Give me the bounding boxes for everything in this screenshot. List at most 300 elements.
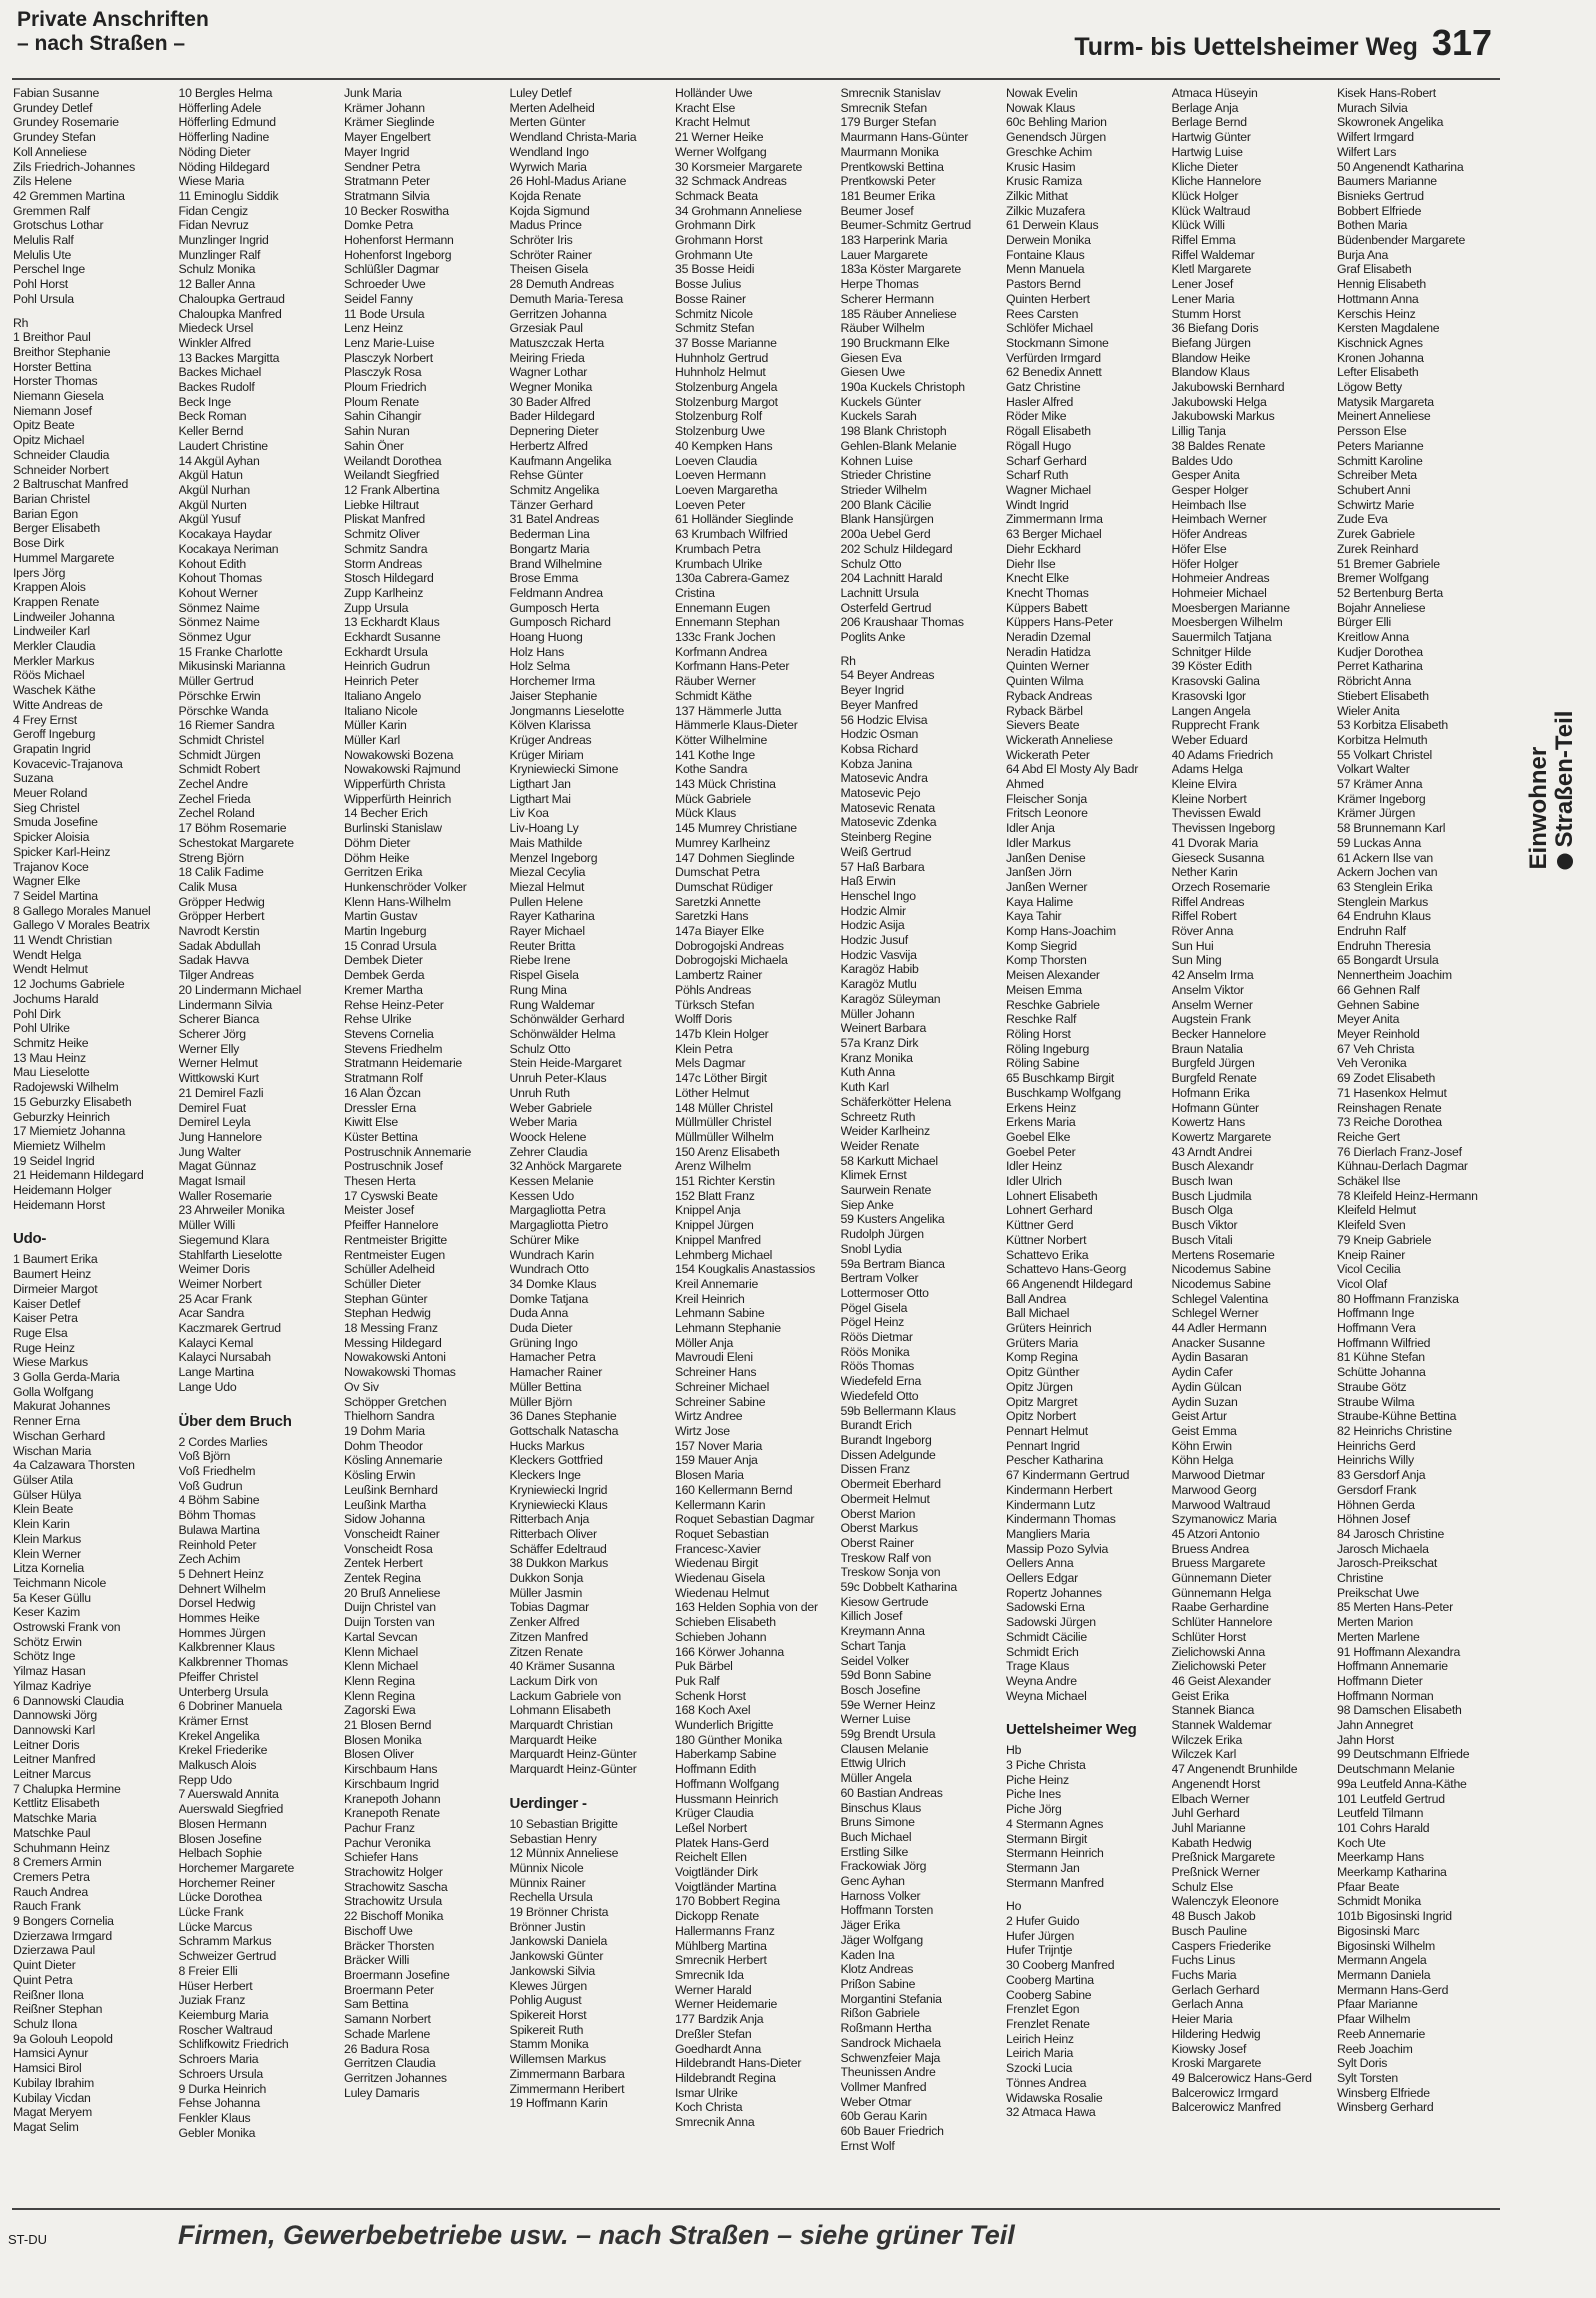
resident-entry: Röder Mike (1006, 409, 1067, 424)
resident-entry: Rispel Gisela (509, 968, 579, 983)
resident-entry: Werner Harald (675, 1982, 752, 1997)
directory-column (13, 86, 179, 2198)
resident-entry: Schattevo Hans-Georg (1006, 1262, 1127, 1277)
side-tab-line1: Einwohner (1525, 746, 1552, 870)
resident-entry: Holz Selma (509, 659, 570, 674)
resident-entry: Werner Elly (178, 1041, 240, 1056)
resident-entry: Pohlig August (509, 1993, 582, 2008)
resident-entry: Weiß Gertrud (840, 844, 912, 859)
resident-entry: Broermann Josefine (344, 1968, 450, 1982)
header-rule (12, 78, 1500, 80)
resident-entry: Kösling Annemarie (344, 1453, 443, 1468)
resident-entry: Raabe Gerhardine (1171, 1600, 1269, 1615)
resident-entry: Meister Josef (344, 1203, 414, 1218)
resident-entry: Sahin Cihangir (344, 409, 422, 424)
resident-entry: Busch Vitali (1171, 1232, 1233, 1247)
resident-entry: Pohl Horst (13, 277, 68, 292)
resident-entry: Stephan Hedwig (344, 1306, 431, 1321)
resident-entry: Kartal Sevcan (344, 1629, 418, 1644)
resident-entry: 12 Jochums Gabriele (13, 977, 125, 992)
resident-entry: Komp Thorsten (1006, 953, 1087, 968)
resident-entry: Schuhmann Heinz (13, 1840, 110, 1855)
resident-entry: Domke Tatjana (509, 1291, 589, 1306)
resident-entry: Schmitz Heike (13, 1036, 89, 1050)
resident-entry: Voß Gudrun (178, 1478, 243, 1493)
resident-entry: Backes Rudolf (178, 380, 255, 395)
resident-entry: Holz Hans (509, 644, 564, 659)
resident-entry: Stolzenburg Rolf (675, 409, 762, 424)
resident-entry: Kindermann Thomas (1006, 1512, 1116, 1527)
resident-entry: Rung Mina (509, 982, 567, 997)
resident-entry: Wundrach Karin (509, 1247, 594, 1262)
directory-columns (13, 86, 1503, 2198)
resident-entry: Pfeiffer Christel (178, 1669, 259, 1684)
resident-entry: Dembek Gerda (344, 968, 425, 983)
resident-entry: Arenz Wilhelm (675, 1159, 752, 1174)
resident-entry: Demirel Fuat (178, 1100, 246, 1115)
resident-entry: Munzlinger Ralf (178, 247, 261, 262)
resident-entry: 59g Brendt Ursula (840, 1727, 936, 1742)
resident-entry: Grüning Ingo (509, 1335, 578, 1350)
resident-entry: 101 Cohrs Harald (1337, 1820, 1430, 1835)
resident-entry: Liebke Hiltraut (344, 497, 419, 512)
resident-entry: Vonscheidt Rosa (344, 1541, 433, 1556)
resident-entry: Burgfeld Renate (1171, 1071, 1257, 1086)
resident-entry: Siegemund Klara (178, 1232, 270, 1247)
resident-entry: Bigosinski Marc (1337, 1923, 1420, 1938)
resident-entry: Karagöz Habib (840, 962, 919, 977)
resident-entry: 99a Leutfeld Anna-Käthe (1337, 1776, 1467, 1791)
resident-entry: 62 Benedix Annett (1006, 365, 1102, 380)
resident-entry: Kracht Helmut (675, 115, 750, 130)
resident-entry: Wieler Anita (1337, 703, 1400, 718)
resident-entry: Zurek Gabriele (1337, 527, 1415, 542)
resident-entry: 36 Danes Stephanie (509, 1409, 617, 1424)
resident-entry: Idler Heinz (1006, 1159, 1063, 1174)
resident-entry: 63 Berger Michael (1006, 527, 1102, 542)
resident-entry: Kryniewiecki Ingrid (509, 1482, 608, 1497)
resident-entry: Stannek Waldemar (1171, 1718, 1272, 1733)
resident-entry: Lambertz Rainer (675, 968, 763, 983)
directory-column (675, 86, 841, 2198)
resident-entry: 154 Kougkalis Anastassios (675, 1262, 816, 1277)
resident-entry: Zenker Alfred (509, 1615, 580, 1630)
resident-entry: Adams Helga (1171, 762, 1243, 777)
resident-entry: Calik Musa (178, 879, 237, 894)
resident-entry: Kracht Else (675, 100, 736, 115)
resident-entry: Helbach Sophie (178, 1846, 262, 1861)
resident-entry: Röös Dietmar (840, 1330, 913, 1345)
resident-entry: Strachowitz Ursula (344, 1894, 443, 1909)
resident-entry: Lillig Tanja (1171, 424, 1226, 439)
resident-entry: Lohnert Gerhard (1006, 1203, 1093, 1218)
resident-entry: Geist Emma (1171, 1423, 1237, 1438)
resident-entry: Grotschus Lothar (13, 218, 104, 233)
resident-entry: Ryback Andreas (1006, 688, 1093, 703)
resident-entry: Spikereit Ruth (509, 2022, 584, 2037)
resident-entry: Schröter Iris (509, 233, 573, 248)
resident-entry: 57 Haß Barbara (840, 859, 925, 874)
resident-entry: Klenn Regina (344, 1688, 415, 1703)
resident-entry: Horster Bettina (13, 359, 92, 374)
resident-entry: 180 Günther Monika (675, 1732, 782, 1747)
resident-entry: Münnix Rainer (509, 1875, 586, 1890)
resident-entry: Nicodemus Sabine (1171, 1262, 1271, 1277)
resident-entry: Zupp Ursula (344, 600, 409, 615)
resident-entry: Treskow Ralf von (840, 1550, 932, 1565)
resident-entry: Fehse Johanna (178, 2096, 261, 2111)
resident-entry: Mermann Daniela (1337, 1968, 1431, 1982)
resident-entry: Martin Ingeburg (344, 924, 427, 939)
resident-entry: Strieder Wilhelm (840, 482, 927, 497)
resident-entry: Kocakaya Neriman (178, 541, 279, 556)
resident-entry: Kellermann Karin (675, 1497, 766, 1512)
resident-entry: Schlifkowitz Friedrich (178, 2037, 289, 2052)
resident-entry: Akgül Yusuf (178, 512, 241, 527)
resident-entry: Schüller Dieter (344, 1276, 421, 1291)
resident-entry: 65 Buschkamp Birgit (1006, 1071, 1115, 1086)
resident-entry: 39 Köster Edith (1171, 659, 1252, 674)
resident-entry: Kötter Wilhelmine (675, 732, 768, 747)
resident-entry: Rupprecht Frank (1171, 718, 1260, 733)
resident-entry: Hunkenschröder Volker (344, 879, 467, 894)
resident-entry: Persson Else (1337, 424, 1407, 439)
resident-entry: Litza Kornelia (13, 1561, 85, 1576)
resident-entry: 30 Cooberg Manfred (1006, 1958, 1115, 1973)
resident-entry: 14 Akgül Ayhan (178, 453, 260, 468)
resident-entry: 147c Löther Birgit (675, 1071, 767, 1086)
resident-entry: Pögel Gisela (840, 1300, 908, 1315)
street-heading: Udo- (13, 1230, 47, 1248)
resident-entry: Gesper Holger (1171, 482, 1249, 497)
resident-entry: Wittkowski Kurt (178, 1071, 259, 1086)
resident-entry: Küttner Gerd (1006, 1218, 1074, 1233)
resident-entry: Kessen Melanie (509, 1174, 594, 1189)
resident-entry: Theunissen Andre (840, 2065, 936, 2080)
resident-entry: Mais Mathilde (509, 835, 583, 850)
resident-entry: Idler Markus (1006, 835, 1071, 850)
resident-entry: Broermann Peter (344, 1982, 434, 1997)
resident-entry: Menn Manuela (1006, 262, 1085, 277)
resident-entry: Schlüßler Dagmar (344, 262, 440, 277)
resident-entry: Melulis Ralf (13, 233, 74, 248)
resident-entry: Zentek Regina (344, 1571, 421, 1586)
resident-entry: Gröpper Hedwig (178, 894, 265, 909)
resident-entry: Werner Wolfgang (675, 144, 767, 159)
column-spacer (179, 1395, 342, 1404)
resident-entry: Kletl Margarete (1171, 262, 1252, 277)
resident-entry: Margagliotta Petra (509, 1203, 606, 1218)
resident-entry: 4 Böhm Sabine (178, 1493, 260, 1508)
resident-entry: Chaloupka Manfred (178, 306, 282, 321)
resident-entry: Greschke Achim (1006, 144, 1093, 159)
resident-entry: 20 Lindermann Michael (178, 982, 302, 997)
resident-entry: Pachur Franz (344, 1820, 415, 1835)
resident-entry: Perret Katharina (1337, 659, 1423, 674)
resident-entry: Hartwig Günter (1171, 130, 1251, 145)
resident-entry: Miezal Helmut (509, 879, 585, 894)
resident-entry: Radojewski Wilhelm (13, 1080, 119, 1095)
resident-entry: Ploum Friedrich (344, 380, 427, 395)
resident-entry: Juhl Marianne (1171, 1820, 1246, 1835)
resident-entry: Hoffmann Norman (1337, 1688, 1434, 1703)
resident-entry: Burandt Ingeborg (840, 1432, 932, 1447)
resident-entry: 17 Miemietz Johanna (13, 1124, 126, 1139)
resident-entry: Sauermilch Tatjana (1171, 630, 1272, 645)
resident-entry: 60b Gerau Karin (840, 2109, 927, 2124)
resident-entry: Herbertz Alfred (509, 438, 588, 453)
resident-entry: Lottermoser Otto (840, 1285, 929, 1300)
resident-entry: Quinten Werner (1006, 659, 1090, 674)
resident-entry: Sun Hui (1171, 938, 1214, 953)
resident-entry: Zielichowski Anna (1171, 1644, 1265, 1659)
resident-entry: Schmitz Sandra (344, 541, 428, 556)
resident-entry: Massip Pozo Sylvia (1006, 1541, 1109, 1556)
resident-entry: Opitz Beate (13, 418, 75, 433)
resident-entry: Lindweiler Karl (13, 624, 90, 639)
resident-entry: Schmack Beata (675, 188, 758, 203)
resident-entry: Wunderlich Brigitte (675, 1718, 774, 1733)
resident-entry: Horster Thomas (13, 374, 98, 389)
resident-entry: Jakubowski Bernhard (1171, 380, 1285, 395)
resident-entry: Reißner Stephan (13, 2002, 103, 2017)
resident-entry: Müller Björn (509, 1394, 573, 1409)
resident-entry: Fleischer Sonja (1006, 791, 1088, 806)
resident-entry: Scherer Hermann (840, 291, 934, 306)
resident-entry: Seidel Volker (840, 1653, 910, 1668)
resident-entry: Kessen Udo (509, 1188, 574, 1203)
resident-entry: Zehrer Claudia (509, 1144, 588, 1159)
resident-entry: Schnitger Hilde (1171, 644, 1252, 659)
resident-entry: Klück Holger (1171, 188, 1239, 203)
resident-entry: Pastors Bernd (1006, 277, 1081, 292)
footer-code: ST-DU (8, 2232, 47, 2247)
resident-entry: Opitz Günther (1006, 1365, 1080, 1380)
resident-entry: Stratmann Heidemarie (344, 1056, 463, 1071)
resident-entry: Schart Tanja (840, 1638, 906, 1653)
resident-entry: Kremer Martha (344, 982, 423, 997)
resident-entry: Hofmann Erika (1171, 1085, 1250, 1100)
resident-entry: Müllmüller Christel (675, 1115, 772, 1130)
resident-entry: Hb (1006, 1743, 1022, 1758)
resident-entry: 59 Luckas Anna (1337, 835, 1422, 850)
resident-entry: 67 Veh Christa (1337, 1041, 1415, 1056)
resident-entry: Kranepoth Johann (344, 1791, 441, 1806)
resident-entry: 23 Ahrweiler Monika (178, 1203, 285, 1218)
resident-entry: Geroff Ingeburg (13, 727, 96, 742)
resident-entry: Hamsici Birol (13, 2061, 82, 2076)
resident-entry: 42 Gremmen Martina (13, 188, 125, 203)
resident-entry: Schlöfer Michael (1006, 321, 1093, 336)
resident-entry: 151 Richter Kerstin (675, 1174, 775, 1189)
resident-entry: 85 Merten Hans-Peter (1337, 1600, 1453, 1615)
resident-entry: Schweizer Gertrud (178, 1949, 277, 1964)
resident-entry: Müller Willi (178, 1218, 235, 1233)
resident-entry: Voß Friedhelm (178, 1463, 256, 1478)
resident-entry: Hodzic Vasvija (840, 947, 917, 962)
resident-entry: Pullen Helene (509, 894, 583, 909)
resident-entry: Hottmann Anna (1337, 291, 1419, 306)
resident-entry: Pohl Ursula (13, 291, 74, 306)
resident-entry: Liv-Hoang Ly (509, 821, 579, 836)
resident-entry: Mavroudi Eleni (675, 1350, 753, 1365)
resident-entry: Jakubowski Helga (1171, 394, 1267, 409)
resident-entry: Meuer Roland (13, 786, 88, 801)
resident-entry: Döhm Dieter (344, 835, 411, 850)
resident-entry: 11 Bode Ursula (344, 306, 425, 321)
directory-column (841, 86, 1007, 2198)
resident-entry: Krusic Ramiza (1006, 174, 1083, 189)
resident-entry: Komp Siegrid (1006, 938, 1077, 953)
resident-entry: Kohnen Luise (840, 453, 913, 468)
resident-entry: Krasovski Igor (1171, 688, 1246, 703)
resident-entry: Siep Anke (840, 1197, 894, 1212)
resident-entry: Löther Helmut (675, 1085, 749, 1100)
resident-entry: Smrecnik Anna (675, 2115, 755, 2130)
resident-entry: Lindweiler Johanna (13, 609, 115, 624)
resident-entry: Hoffmann Inge (1337, 1306, 1415, 1321)
resident-entry: Fidan Nevruz (178, 218, 249, 233)
resident-entry: Stevens Friedhelm (344, 1041, 443, 1056)
resident-entry: Krumbach Petra (675, 541, 761, 556)
resident-entry: Krappen Renate (13, 594, 100, 609)
resident-entry: 145 Mumrey Christiane (675, 821, 797, 836)
resident-entry: Hildebrandt Hans-Dieter (675, 2056, 802, 2071)
resident-entry: 181 Beumer Erika (840, 188, 935, 203)
resident-entry: Yilmaz Kadriye (13, 1678, 92, 1693)
resident-entry: Nicodemus Sabine (1171, 1276, 1271, 1291)
resident-entry: Oellers Anna (1006, 1556, 1074, 1571)
resident-entry: Piche Heinz (1006, 1772, 1069, 1787)
resident-entry: Demirel Leyla (178, 1115, 251, 1130)
resident-entry: Smrecnik Stefan (840, 100, 927, 115)
resident-entry: Barian Egon (13, 506, 78, 521)
resident-entry: Meyer Reinhold (1337, 1027, 1420, 1041)
resident-entry: Jäger Erika (840, 1918, 900, 1933)
resident-entry: Küster Bettina (344, 1129, 418, 1144)
resident-entry: Teichmann Nicole (13, 1575, 107, 1590)
resident-entry: Pachur Veronika (344, 1835, 431, 1850)
resident-entry: Ennemann Eugen (675, 600, 770, 615)
resident-entry: Vicol Cecilia (1337, 1262, 1401, 1277)
resident-entry: Geburzky Heinrich (13, 1109, 110, 1124)
resident-entry: Röös Michael (13, 668, 85, 683)
resident-entry: Juziak Franz (178, 1993, 246, 2008)
resident-entry: 3 Piche Christa (1006, 1758, 1086, 1773)
resident-entry: Gieseck Susanna (1171, 850, 1265, 865)
resident-entry: Blosen Monika (344, 1732, 422, 1747)
resident-entry: Krumbach Ulrike (675, 556, 763, 571)
resident-entry: Jahn Annegret (1337, 1718, 1414, 1733)
resident-entry: Schmitz Oliver (344, 527, 420, 542)
resident-entry: Busch Iwan (1171, 1174, 1233, 1189)
resident-entry: Lohnert Elisabeth (1006, 1188, 1098, 1203)
resident-entry: Matosevic Renata (840, 800, 935, 815)
resident-entry: Kovacevic-Trajanova (13, 756, 123, 771)
resident-entry: 14 Becher Erich (344, 806, 428, 821)
resident-entry: 206 Kraushaar Thomas (840, 615, 964, 630)
resident-entry: Aydin Gülcan (1171, 1379, 1242, 1394)
resident-entry: Schulz Ilona (13, 2017, 77, 2031)
resident-entry: Loeven Peter (675, 497, 746, 512)
resident-entry: Sendner Petra (344, 159, 421, 174)
resident-entry: 204 Lachnitt Harald (840, 571, 943, 586)
resident-entry: Thielhorn Sandra (344, 1409, 435, 1424)
resident-entry: Heidemann Horst (13, 1197, 105, 1212)
resident-entry: Ov Siv (344, 1379, 379, 1394)
resident-entry: Preßnick Margarete (1171, 1850, 1275, 1865)
resident-entry: 42 Anselm Irma (1171, 968, 1254, 983)
resident-entry: Eckhardt Susanne (344, 630, 441, 645)
resident-entry: Hommes Heike (178, 1611, 260, 1626)
resident-entry: Gerritzen Erika (344, 865, 423, 880)
resident-entry: Komp Hans-Joachim (1006, 924, 1116, 939)
resident-entry: Marquardt Heinz-Günter (509, 1762, 637, 1777)
resident-entry: Lehmann Sabine (675, 1306, 765, 1321)
resident-entry: Burandt Erich (840, 1418, 912, 1433)
resident-entry: Kliche Dieter (1171, 159, 1238, 174)
resident-entry: Bosse Rainer (675, 291, 746, 306)
resident-entry: 11 Wendt Christian (13, 933, 112, 948)
resident-entry: Angenendt Horst (1171, 1776, 1261, 1791)
resident-entry: Janßen Werner (1006, 879, 1088, 894)
resident-entry: Schmidt Käthe (675, 688, 752, 703)
resident-entry: Kerschis Heinz (1337, 306, 1416, 321)
resident-entry: Pörschke Wanda (178, 703, 269, 718)
resident-entry: Wickerath Peter (1006, 747, 1090, 762)
resident-entry: 43 Arndt Andrei (1171, 1144, 1252, 1159)
resident-entry: Kindermann Lutz (1006, 1497, 1096, 1512)
resident-entry: Unruh Peter-Klaus (509, 1071, 607, 1086)
resident-entry: Nowak Evelin (1006, 86, 1078, 100)
directory-column (1172, 86, 1338, 2198)
resident-entry: Tönnes Andrea (1006, 2075, 1087, 2090)
resident-entry: Barian Christel (13, 491, 90, 506)
resident-entry: 9 Bongers Cornelia (13, 1914, 114, 1929)
resident-entry: Feldmann Andrea (509, 585, 603, 600)
resident-entry: Klewes Jürgen (509, 1978, 587, 1993)
resident-entry: Jarosch-Preikschat (1337, 1556, 1438, 1571)
resident-entry: Mück Klaus (675, 806, 737, 821)
resident-entry: Reichelt Ellen (675, 1850, 747, 1865)
resident-entry: Huhnholz Helmut (675, 365, 766, 380)
resident-entry: 21 Werner Heike (675, 130, 764, 145)
resident-entry: Höfferling Nadine (178, 130, 270, 145)
resident-entry: Kreitlow Anna (1337, 630, 1409, 645)
resident-entry: Ackern Jochen van (1337, 865, 1438, 880)
resident-entry: Windt Ingrid (1006, 497, 1069, 512)
resident-entry: Kleifeld Sven (1337, 1218, 1406, 1233)
resident-entry: Röver Anna (1171, 924, 1234, 939)
resident-entry: 15 Franke Charlotte (178, 644, 283, 659)
resident-entry: Spicker Karl-Heinz (13, 844, 111, 859)
resident-entry: Kirschbaum Hans (344, 1762, 438, 1777)
resident-entry: Luley Detlef (509, 86, 572, 100)
resident-entry: Woock Helene (509, 1129, 587, 1144)
resident-entry: Osterfeld Gertrud (840, 600, 932, 615)
resident-entry: Hucks Markus (509, 1438, 585, 1453)
resident-entry: Hohenforst Hermann (344, 233, 454, 248)
resident-entry: Reeb Joachim (1337, 2041, 1413, 2056)
resident-entry: Veh Veronika (1337, 1056, 1407, 1071)
resident-entry: Munzlinger Ingrid (178, 233, 269, 248)
resident-entry: 79 Kneip Gabriele (1337, 1232, 1432, 1247)
resident-entry: 10 Becker Roswitha (344, 203, 449, 218)
resident-entry: Werner Heidemarie (675, 1997, 778, 2012)
resident-entry: Sadak Havva (178, 953, 249, 968)
resident-entry: Zechel Andre (178, 777, 248, 792)
resident-entry: Klein Karin (13, 1517, 70, 1532)
